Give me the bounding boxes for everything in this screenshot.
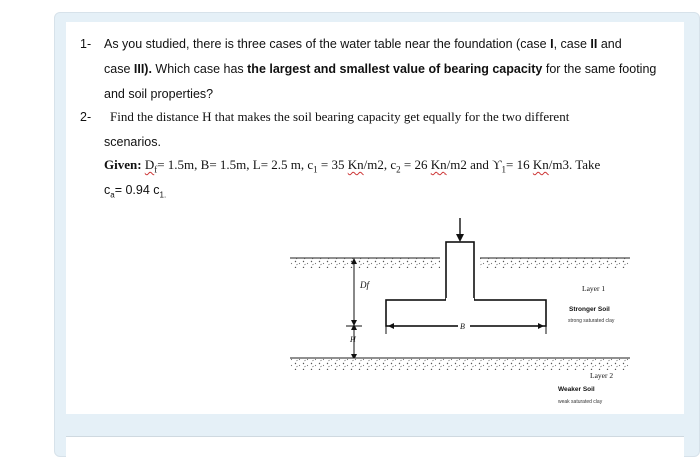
q2-given: Given: $D_f= 1.5m$, B= 1.5m, L= 2.5 m, $c_1 = 35$ Kn/m2, $c_2 = 26$ Kn/m2 and $ϒ_1= 16$ Kn/m3. Take: [104, 157, 601, 175]
layer-boundary: [290, 358, 630, 370]
column-slab-joint: [446, 298, 474, 304]
h-arrow-top: [351, 324, 357, 330]
layer2-desc: weak saturated clay: [558, 399, 603, 405]
q1-number: 1-: [80, 37, 92, 51]
df-label: Df: [360, 280, 369, 290]
ground-surface-left: [290, 258, 440, 268]
next-card-edge: [66, 436, 684, 458]
layer2-title: Layer 2: [590, 371, 614, 380]
footing-diagram: [286, 212, 636, 412]
footing-column: [446, 242, 474, 302]
q2-line2: scenarios.: [104, 135, 161, 149]
q1-line2: case III). Which case has the largest and smallest value of bearing capacity for the same footing: [104, 62, 657, 76]
b-label: B: [460, 322, 465, 331]
q2-line1: Find the distance H that makes the soil bearing capacity get equally for the two different: [110, 109, 570, 124]
q2-number: 2-: [80, 110, 92, 124]
q1-line1: As you studied, there is three cases of the water table near the foundation (case I, case II and: [104, 37, 622, 51]
layer1-title: Layer 1: [582, 284, 606, 293]
q2-line4: $c_a= 0.94$ $c_{1.}$: [104, 183, 167, 200]
load-arrow-head: [456, 234, 464, 242]
h-label: H: [350, 335, 356, 344]
layer1-desc: strong saturated clay: [568, 318, 615, 324]
layer2-name: Weaker Soil: [558, 386, 595, 393]
layer1-name: Stronger Soil: [569, 306, 610, 313]
q1-line3: and soil properties?: [104, 87, 214, 101]
ground-surface-right: [480, 258, 630, 268]
